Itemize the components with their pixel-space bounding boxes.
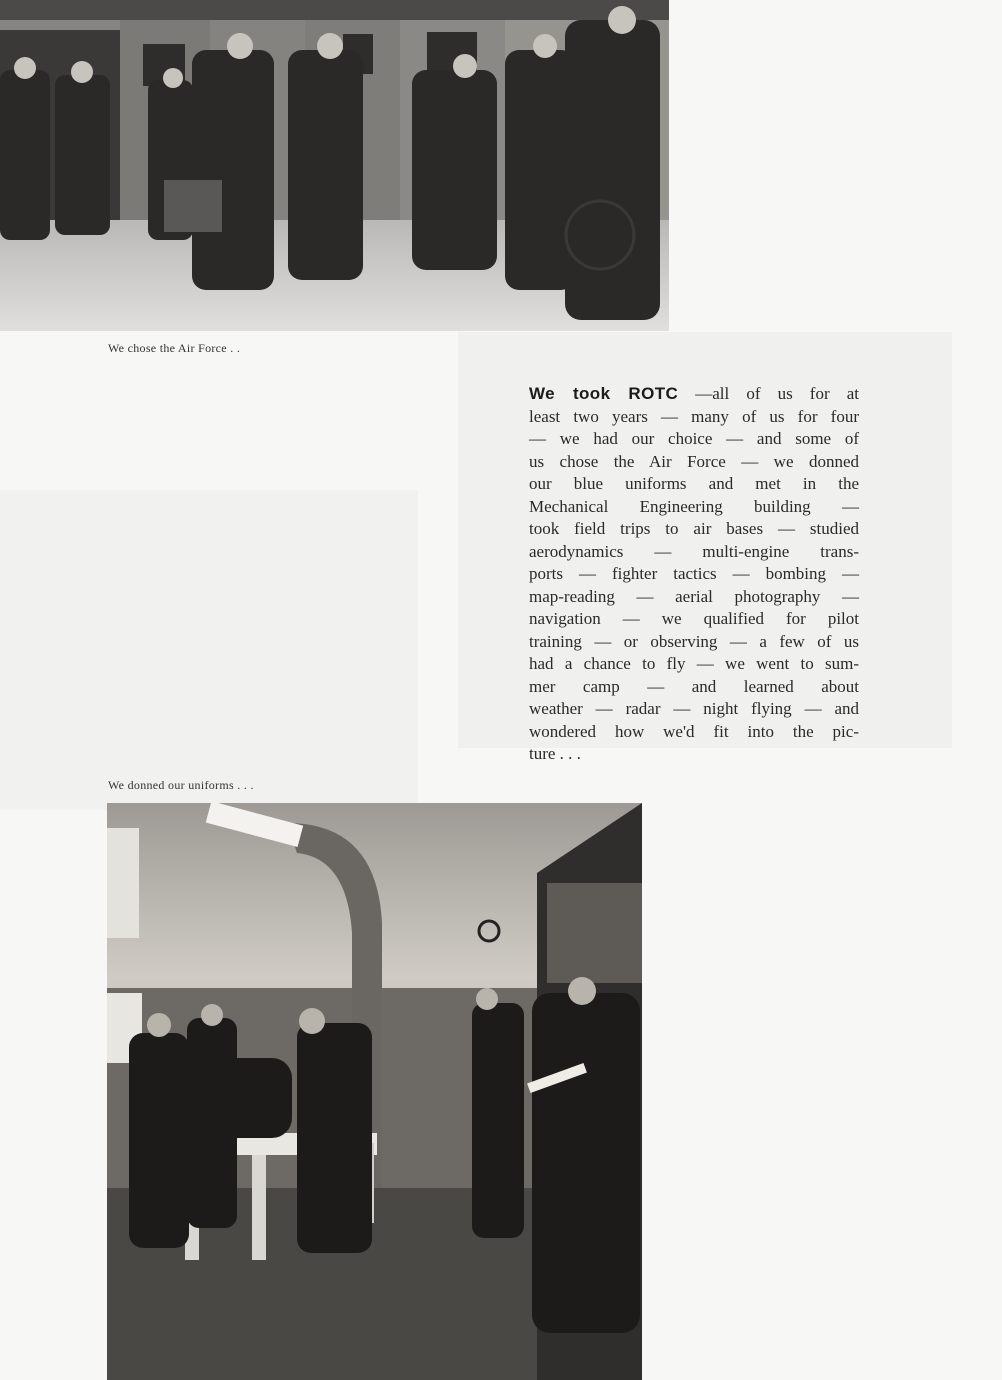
article-line: our blue uniforms and met in the [529,474,859,493]
cadets-uniforms-photo [107,803,642,1380]
caption-uniforms: We donned our uniforms . . . [108,778,254,792]
article-line: ture . . . [529,744,581,763]
article-line: training — or observing — a few of us [529,631,859,651]
article-first-line [529,383,859,406]
article-line: least two years — many of us for four [529,406,859,426]
article-line: Mechanical Engineering building — [529,496,859,516]
article-line: us chose the Air Force — we donned [529,451,859,471]
article-line: ports — fighter tactics — bombing — [529,564,859,583]
article-line: took field trips to air bases — studied [529,519,859,538]
article-line: aerodynamics — multi-engine trans- [529,541,859,561]
article-lead: We took ROTC [529,384,679,403]
rotc-article-text [529,383,859,766]
article-first-line-rest: —all of us for at [695,384,859,403]
page-tint-left [0,490,418,810]
article-line: map-reading — aerial photography — [529,586,859,606]
article-line: navigation — we qualified for pilot [529,609,859,628]
article-line: weather — radar — night flying — and [529,699,859,718]
article-line: mer camp — and learned about [529,676,859,696]
article-line: wondered how we'd fit into the pic- [529,721,859,741]
article-line: — we had our choice — and some of [529,429,859,448]
caption-air-force: We chose the Air Force . . [108,341,241,355]
article-line: had a chance to fly — we went to sum- [529,654,859,673]
cadets-walking-photo [0,0,669,331]
